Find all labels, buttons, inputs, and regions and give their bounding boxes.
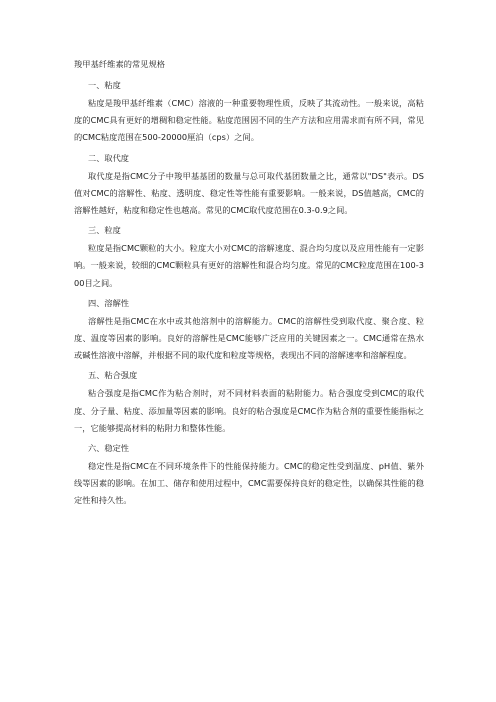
section-paragraph: 粘度是羧甲基纤维素（CMC）溶液的一种重要物理性质，反映了其流动性。一般来说，高粘度的CMC具有更好的增稠和稳定性能。粘度范围因不同的生产方法和应用需求而有所不同，常见的CMC粘度范围在500-20000厘泊（cps）之间。 [74,98,424,143]
section-paragraph: 粘合强度是指CMC作为粘合剂时，对不同材料表面的粘附能力。粘合强度受到CMC的取代度、分子量、粘度、添加量等因素的影响。良好的粘合强度是CMC作为粘合剂的重要性能指标之一，它能够提高材料的粘附力和整体性能。 [74,388,424,433]
section-stability [74,442,424,510]
section-bond-strength [74,369,424,437]
document-page [74,58,424,515]
section-heading: 六、稳定性 [88,443,129,454]
section-heading: 四、溶解性 [88,297,129,308]
section-heading: 二、取代度 [88,152,129,163]
section-paragraph: 溶解性是指CMC在水中或其他溶剂中的溶解能力。CMC的溶解性受到取代度、聚合度、粒度、温度等因素的影响。良好的溶解性是CMC能够广泛应用的关键因素之一。CMC通常在热水或碱性溶液中溶解，并根据不同的取代度和粒度等规格，表现出不同的溶解速率和溶解程度。 [74,315,424,361]
document-title: 羧甲基纤维素的常见规格 [74,59,166,69]
section-particle-size [74,224,424,292]
section-viscosity [74,79,424,147]
section-paragraph: 稳定性是指CMC在不同环境条件下的性能保持能力。CMC的稳定性受到温度、pH值、紫外线等因素的影响。在加工、储存和使用过程中，CMC需要保持良好的稳定性，以确保其性能的稳定性和持久性。 [74,461,424,506]
section-paragraph: 粒度是指CMC颗粒的大小。粒度大小对CMC的溶解速度、混合均匀度以及应用性能有一定影响。一般来说，较细的CMC颗粒具有更好的溶解性和混合均匀度。常见的CMC粒度范围在100-300目之间。 [74,243,424,288]
section-solubility [74,297,424,365]
section-paragraph: 取代度是指CMC分子中羧甲基基团的数量与总可取代基团数量之比，通常以"DS"表示。DS值对CMC的溶解性、粘度、透明度、稳定性等性能有重要影响。一般来说，DS值越高，CMC的溶解性越好，粘度和稳定性也越高。常见的CMC取代度范围在0.3-0.9之间。 [74,170,424,216]
section-degree-of-substitution [74,152,424,220]
section-heading: 三、粒度 [88,225,121,236]
section-heading: 一、粘度 [88,80,121,90]
section-heading: 五、粘合强度 [88,370,138,381]
